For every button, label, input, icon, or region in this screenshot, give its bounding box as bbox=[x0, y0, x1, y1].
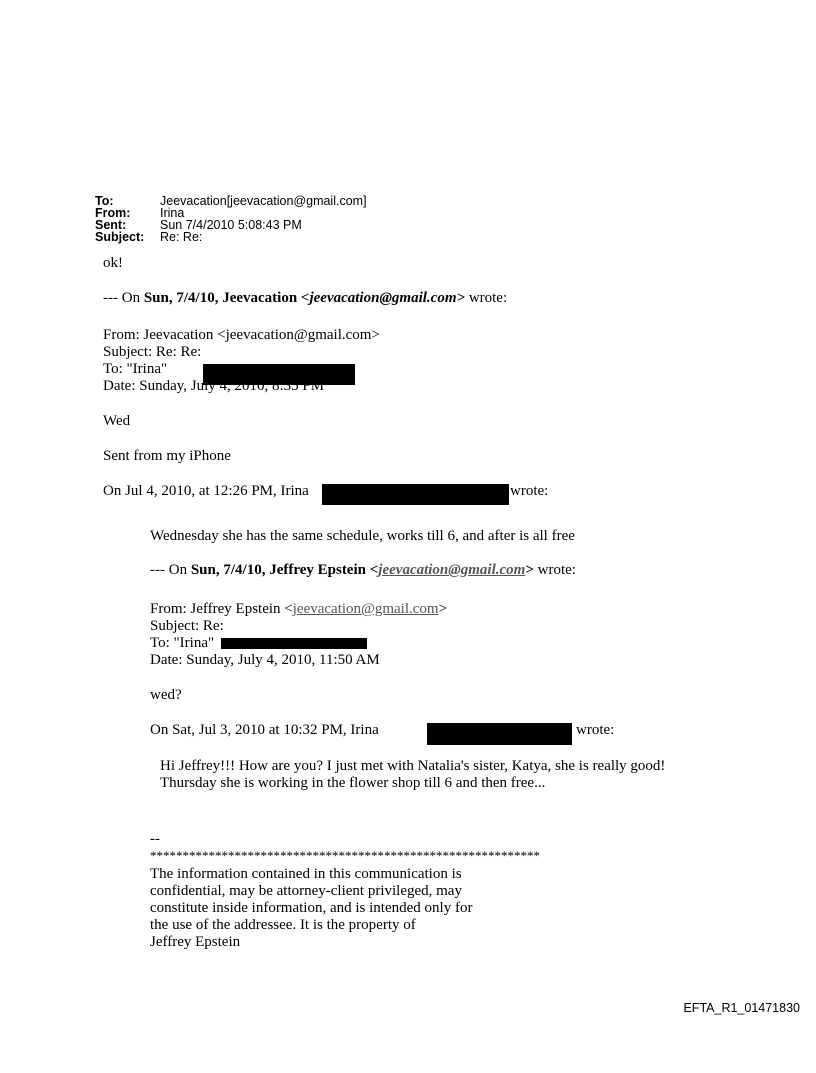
document-id: EFTA_R1_01471830 bbox=[683, 1001, 800, 1015]
quote-suffix: wrote: bbox=[465, 290, 508, 306]
sent-value: Sun 7/4/2010 5:08:43 PM bbox=[160, 218, 302, 232]
quote-header-1 bbox=[103, 290, 507, 307]
from-value: Irina bbox=[160, 206, 185, 220]
q3-date: Date: Sunday, July 4, 2010, 11:50 AM bbox=[150, 652, 380, 668]
q3-body: wed? bbox=[150, 687, 182, 703]
q4-intro: On Sat, Jul 3, 2010 at 10:32 PM, Irina bbox=[150, 722, 379, 738]
quote-bracket: < bbox=[369, 562, 379, 578]
quote-header-3 bbox=[150, 562, 576, 579]
stars-divider: ************************************************************ bbox=[150, 848, 540, 863]
q2-intro: On Jul 4, 2010, at 12:26 PM, Irina bbox=[103, 483, 309, 499]
q3-from bbox=[150, 601, 447, 618]
disclaimer-line: constitute inside information, and is intended only for bbox=[150, 900, 473, 916]
quote-email: <jeevacation@gmail.com> bbox=[300, 290, 466, 306]
q3-subject: Subject: Re: bbox=[150, 618, 224, 634]
q1-subject: Subject: Re: Re: bbox=[103, 344, 202, 360]
reply-text: ok! bbox=[103, 255, 123, 271]
quote-suffix: wrote: bbox=[533, 562, 576, 578]
disclaimer-line: The information contained in this communication is bbox=[150, 866, 462, 882]
disclaimer-line: Jeffrey Epstein bbox=[150, 934, 241, 950]
q3-from-prefix: From: Jeffrey Epstein < bbox=[150, 601, 293, 617]
disclaimer-line: the use of the addressee. It is the property of bbox=[150, 917, 416, 933]
q3-to: To: "Irina" bbox=[150, 635, 215, 651]
quote-prefix: --- On bbox=[150, 562, 191, 578]
q4-line-2: Thursday she is working in the flower shop till 6 and then free... bbox=[160, 775, 546, 791]
signature-dashes: -- bbox=[150, 831, 160, 847]
q4-intro-suffix: wrote: bbox=[576, 722, 615, 738]
subject-value: Re: Re: bbox=[160, 230, 203, 244]
q2-intro-suffix: wrote: bbox=[510, 483, 549, 499]
q1-body: Wed bbox=[103, 413, 131, 429]
quote-sender: Sun, 7/4/10, Jeevacation bbox=[143, 290, 301, 306]
q1-from: From: Jeevacation <jeevacation@gmail.com> bbox=[103, 327, 380, 343]
subject-label: Subject: bbox=[95, 230, 145, 244]
sent-label: Sent: bbox=[95, 218, 127, 232]
to-value: Jeevacation[jeevacation@gmail.com] bbox=[160, 194, 367, 208]
quote-bracket: > bbox=[525, 562, 534, 578]
q1-to: To: "Irina" bbox=[103, 361, 168, 377]
to-label: To: bbox=[95, 194, 114, 208]
quote-sender: Sun, 7/4/10, Jeffrey Epstein bbox=[190, 562, 370, 578]
q2-body: Wednesday she has the same schedule, works till 6, and after is all free bbox=[150, 528, 575, 544]
quote-email-link[interactable]: jeevacation@gmail.com bbox=[378, 562, 526, 578]
redaction-box bbox=[322, 484, 509, 505]
q3-from-email-link[interactable]: jeevacation@gmail.com bbox=[292, 601, 439, 617]
q4-line-1: Hi Jeffrey!!! How are you? I just met with Natalia's sister, Katya, she is really good! bbox=[160, 758, 666, 774]
q1-signature: Sent from my iPhone bbox=[103, 448, 231, 464]
from-label: From: bbox=[95, 206, 131, 220]
redaction-box bbox=[427, 723, 572, 745]
quote-prefix: --- On bbox=[103, 290, 144, 306]
q3-from-suffix: > bbox=[438, 601, 448, 617]
disclaimer-line: confidential, may be attorney-client privileged, may bbox=[150, 883, 462, 899]
redaction-box bbox=[221, 638, 367, 649]
q1-date: Date: Sunday, July 4, 2010, 8:35 PM bbox=[103, 378, 325, 394]
